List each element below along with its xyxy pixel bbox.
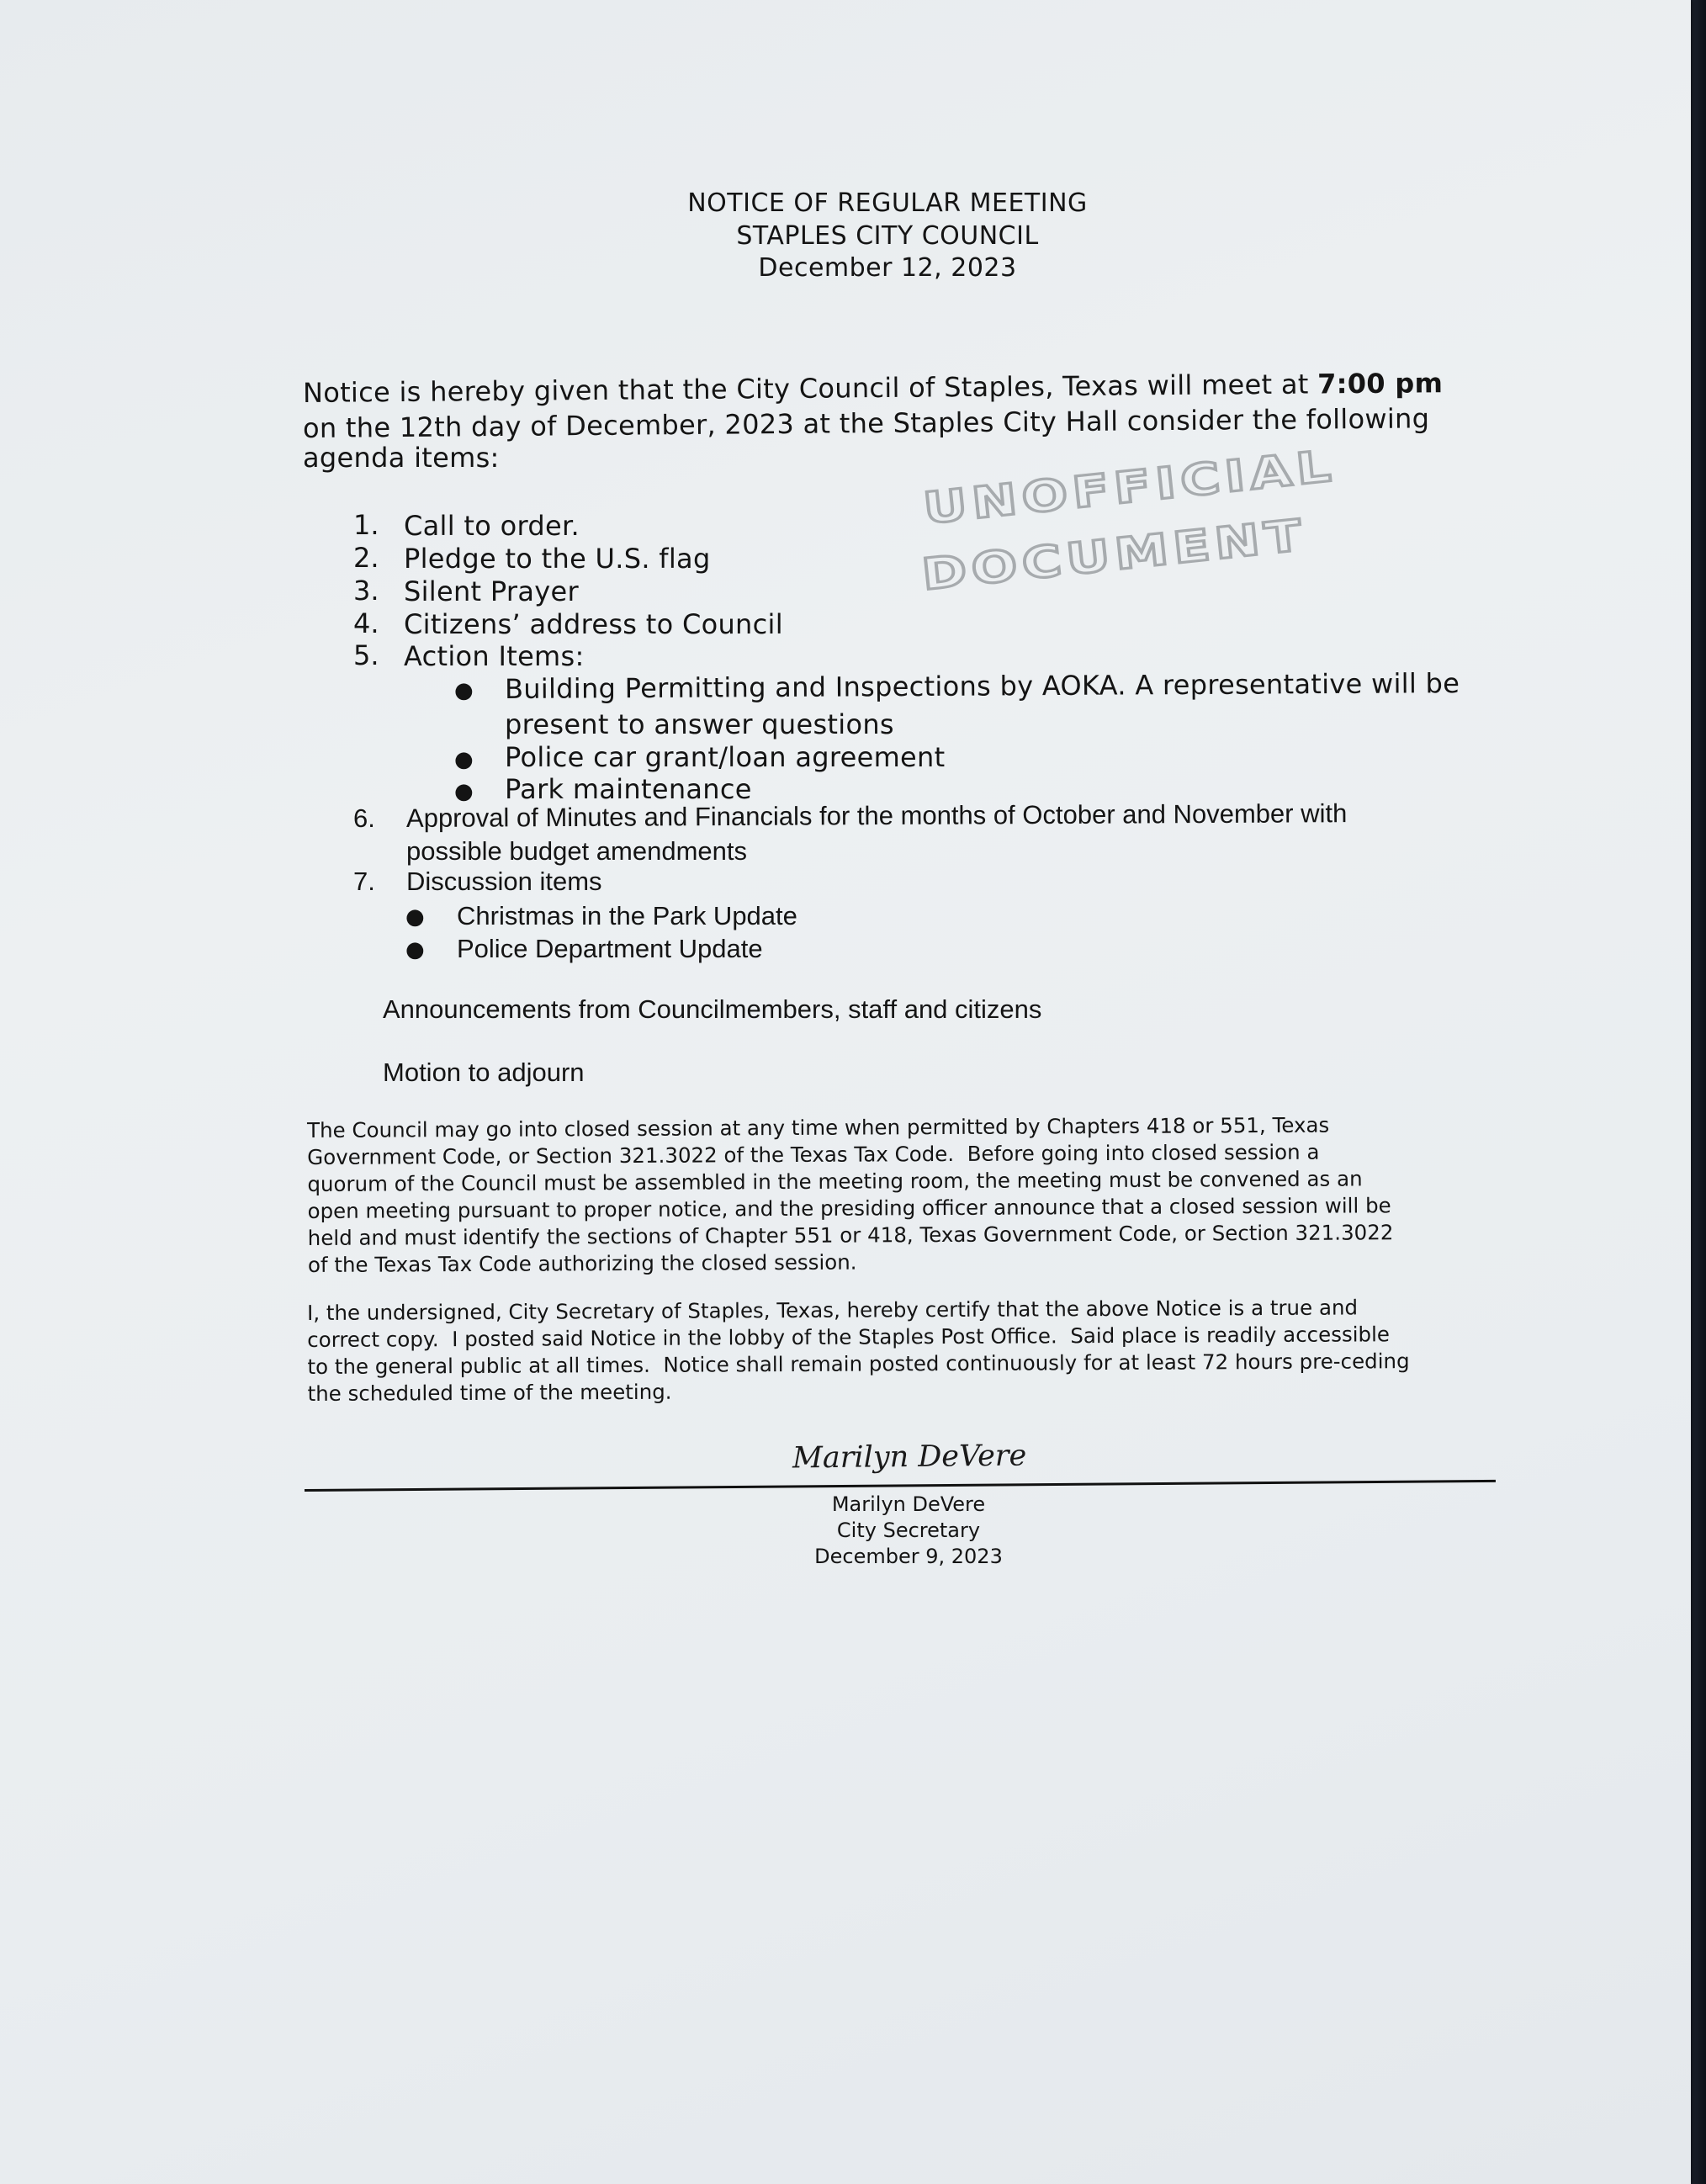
intro-line-2: on the 12th day of December, 2023 at the Staples City Hall consider the following <box>302 402 1430 444</box>
bullet-icon: ● <box>405 904 425 930</box>
paragraph-line: open meeting pursuant to proper notice, and the presiding officer announce that a closed session will be <box>307 1193 1391 1223</box>
agenda-number: 3. <box>353 575 379 607</box>
paragraph-line: the scheduled time of the meeting. <box>307 1379 672 1406</box>
stamp-line-2: DOCUMENT <box>919 510 1309 601</box>
signer-title: City Secretary <box>836 1519 981 1542</box>
paragraph-line: The Council may go into closed session at any time when permitted by Chapters 418 or 551, Texas <box>306 1112 1330 1142</box>
signature-line <box>305 1480 1496 1492</box>
agenda-item: Action Items: <box>404 640 585 672</box>
agenda-number: 7. <box>353 867 375 896</box>
meeting-date: December 12, 2023 <box>758 253 1017 283</box>
notice-title: NOTICE OF REGULAR MEETING <box>687 188 1088 218</box>
paragraph-line: correct copy. I posted said Notice in the lobby of the Staples Post Office. Said place is readily accessible <box>307 1322 1391 1352</box>
handwritten-signature: Marilyn DeVere <box>792 1439 1027 1476</box>
agenda-item: Discussion items <box>406 867 602 896</box>
intro-line-1: Notice is hereby given that the City Council of Staples, Texas will meet at 7:00 pm <box>302 367 1444 409</box>
bullet-icon: ● <box>454 747 474 772</box>
paragraph-line: I, the undersigned, City Secretary of Staples, Texas, hereby certify that the above Notice is a true and <box>307 1295 1359 1325</box>
bullet-icon: ● <box>405 937 425 962</box>
bullet-icon: ● <box>454 678 474 703</box>
stamp-line-1: UNOFFICIAL <box>920 441 1338 534</box>
paragraph-line: held and must identify the sections of Chapter 551 or 418, Texas Government Code, or Section 321.3022 <box>307 1220 1394 1250</box>
sub-agenda-item-continued: present to answer questions <box>505 708 894 740</box>
intro-line-3: agenda items: <box>303 442 500 474</box>
announcements: Announcements from Councilmembers, staff and citizens <box>383 994 1042 1024</box>
sub-agenda-item: Building Permitting and Inspections by AOKA. A representative will be <box>504 667 1460 705</box>
agenda-number: 1. <box>353 509 379 541</box>
agenda-number: 5. <box>353 639 379 671</box>
motion-to-adjourn: Motion to adjourn <box>383 1058 585 1087</box>
agenda-item: Citizens’ address to Council <box>404 608 783 640</box>
agenda-number: 2. <box>353 542 379 574</box>
signer-name: Marilyn DeVere <box>831 1492 986 1516</box>
paragraph-line: of the Texas Tax Code authorizing the closed session. <box>307 1249 857 1277</box>
agenda-item: Approval of Minutes and Financials for the months of October and November with <box>405 798 1348 833</box>
council-name: STAPLES CITY COUNCIL <box>736 221 1039 251</box>
agenda-item: Call to order. <box>404 510 580 542</box>
agenda-number: 6. <box>353 803 375 833</box>
agenda-item: Silent Prayer <box>404 575 579 607</box>
agenda-number: 4. <box>353 607 379 639</box>
bullet-icon: ● <box>454 779 474 804</box>
sub-agenda-item: Park maintenance <box>505 773 752 805</box>
paragraph-line: quorum of the Council must be assembled in the meeting room, the meeting must be convened as an <box>307 1166 1363 1196</box>
sub-agenda-item: Police car grant/loan agreement <box>505 741 946 773</box>
sub-agenda-item: Christmas in the Park Update <box>457 901 797 930</box>
meeting-time: 7:00 pm <box>1317 367 1444 400</box>
agenda-item: Pledge to the U.S. flag <box>404 543 711 575</box>
paragraph-line: Government Code, or Section 321.3022 of the Texas Tax Code. Before going into closed session a <box>307 1139 1320 1169</box>
sub-agenda-item: Police Department Update <box>457 934 763 963</box>
signature-date: December 9, 2023 <box>814 1545 1003 1568</box>
paragraph-line: to the general public at all times. Notice shall remain posted continuously for at least 72 hours pre-ceding <box>307 1349 1410 1379</box>
agenda-item-continued: possible budget amendments <box>406 836 747 866</box>
